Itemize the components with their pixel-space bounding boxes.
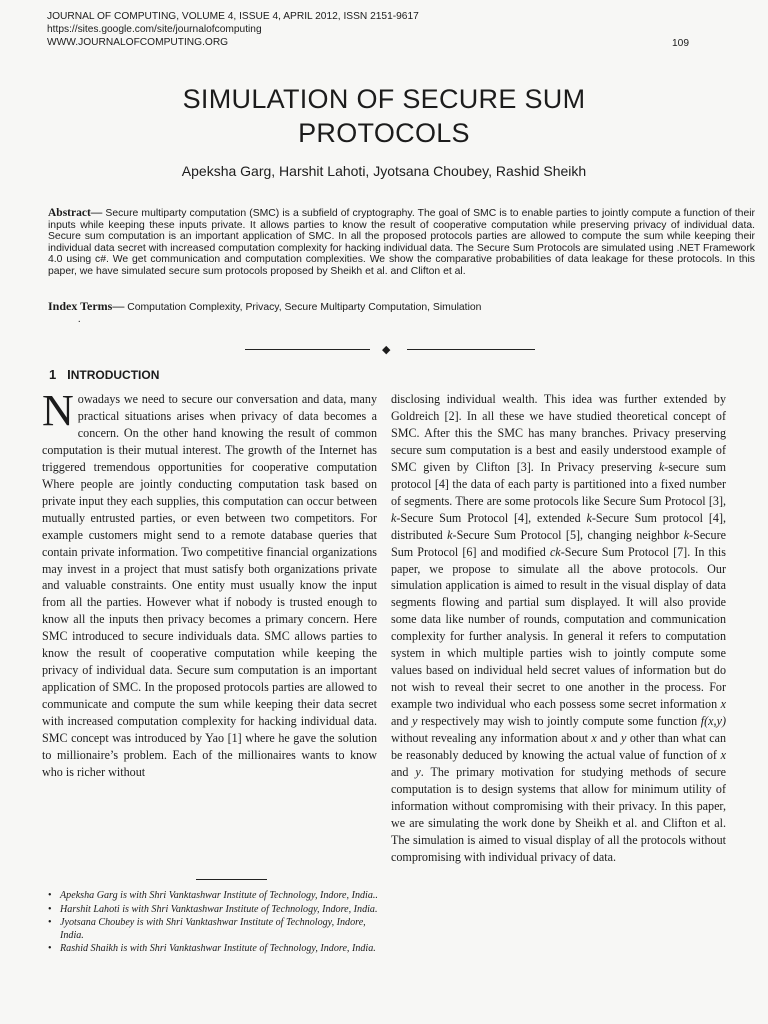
journal-header xyxy=(47,10,707,49)
journal-url[interactable]: https://sites.google.com/site/journalofcomputing xyxy=(47,24,262,35)
abstract xyxy=(48,208,755,278)
right-column xyxy=(391,391,726,866)
index-terms-text: Computation Complexity, Privacy, Secure Multiparty Computation, Simulation xyxy=(124,302,482,313)
italic-run: k xyxy=(391,510,397,525)
text-run: without revealing any information about xyxy=(391,731,592,746)
left-column xyxy=(42,386,377,781)
text-run: disclosing individual wealth. This idea was further extended by Goldreich [2]. In all these we have studied theoretical concept of SMC. After this the SMC has many branches. Privacy preserving secure sum computation is a best and easily understood example of SMC given by Clifton [3]. In Privacy preserving xyxy=(391,392,726,474)
drop-cap: N xyxy=(42,386,74,435)
text-run: . The primary motivation for studying methods of secure computation is to design systems that allow for minimum utility of information without compromising with their privacy. In this paper, we are simulating the work done by Sheikh et al. and Clifton et al. The simulation is aimed to visual display of all the protocols without compromising with individual privacy of data. xyxy=(391,764,726,864)
abstract-label: Abstract— xyxy=(48,207,103,219)
text-run: -Secure Sum Protocol [7]. In this paper, we propose to simulate all the above protocols. Our simulation application is aimed to result in the visual display of data segments flowing and partial sum displayed. It will also provide some data like number of rounds, computation and communication complexity for further analysis. In general it refers to computation system in which multiple parties wish to jointly compute some values based on individual held secret values of information but do not wish to reveal their secret to one another in the process. For example two individual who each possess some secret information xyxy=(391,544,726,712)
text-run: -Secure Sum Protocol [6] and modified xyxy=(391,527,726,559)
italic-run: ck xyxy=(549,544,561,559)
title-line-1: SIMULATION OF SECURE SUM xyxy=(182,84,586,114)
text-run: and xyxy=(596,731,622,746)
italic-run: f(x,y) xyxy=(700,714,726,729)
italic-run: k xyxy=(658,459,665,474)
paper-title xyxy=(0,82,768,150)
section-title-rest: NTRODUCTION xyxy=(70,368,160,382)
footnote-item: • Rashid Shaikh is with Shri Vanktashwar Institute of Technology, Indore, India. xyxy=(48,943,378,956)
italic-run: k xyxy=(683,527,690,542)
index-terms xyxy=(48,299,755,314)
italic-run: x xyxy=(720,748,726,763)
italic-run: k xyxy=(586,510,592,525)
diamond-icon: ◆ xyxy=(382,344,391,356)
abstract-text: Secure multiparty computation (SMC) is a subfield of cryptography. The goal of SMC is to enable parties to jointly compute a function of their inputs while keeping these inputs private. It allows parties to know the result of cooperative computation while preserving privacy of individual data. Secure sum computation is an important application of SMC. In all the proposed protocols parties are allowed to compute the sum while keeping their individual data secret with increased computation complexity for hacking individual data. The Secure Sum Protocols are simulated using .NET Framework 4.0 using c#. We get communication and computation complexities. We show the comparative probabilities of data leakage for these protocols. In this paper, we have simulated secure sum protocols proposed by Sheikh et al. and Clifton et al. xyxy=(48,208,755,277)
text-run: -Secure Sum Protocol [5], changing neighbor xyxy=(452,527,684,542)
text-run: and xyxy=(391,714,413,729)
text-run: and xyxy=(391,764,416,779)
footnote-item: • Jyotsana Choubey is with Shri Vanktashwar Institute of Technology, Indore, India. xyxy=(48,917,378,942)
index-terms-label: Index Terms— xyxy=(48,299,125,313)
text-run: other than what can be reasonably deduced by knowing the actual value of function of xyxy=(391,731,726,763)
journal-info: JOURNAL OF COMPUTING, VOLUME 4, ISSUE 4, APRIL 2012, ISSN 2151-9617 xyxy=(47,11,419,22)
section-title-first-letter: I xyxy=(67,367,71,382)
text-run: respectively may wish to jointly compute some function xyxy=(417,714,701,729)
divider-line-left xyxy=(245,349,370,350)
authors: Apeksha Garg, Harshit Lahoti, Jyotsana Choubey, Rashid Sheikh xyxy=(181,163,587,179)
italic-run: x xyxy=(591,731,597,746)
italic-run: y xyxy=(415,764,421,779)
footnote-item: • Apeksha Garg is with Shri Vanktashwar Institute of Technology, Indore, India.. xyxy=(48,890,378,903)
section-heading xyxy=(49,367,159,382)
italic-run: k xyxy=(447,527,453,542)
text-run: -Secure Sum Protocol [4], extended xyxy=(396,510,587,525)
page-number: 109 xyxy=(672,38,689,49)
section-number: 1 xyxy=(49,367,57,382)
text-run: -Secure Sum protocol [4], distributed xyxy=(391,510,726,542)
title-line-2: PROTOCOLS xyxy=(298,118,470,148)
divider-line-right xyxy=(407,349,535,350)
italic-run: y xyxy=(412,714,418,729)
journal-website[interactable]: WWW.JOURNALOFCOMPUTING.ORG xyxy=(47,37,229,48)
footnote-rule xyxy=(196,879,267,880)
italic-run: x xyxy=(720,697,726,712)
footnotes xyxy=(48,890,378,957)
text-run: -secure sum protocol [4] the data of each party is partitioned into a fixed number of segments. There are some protocols like Secure Sum Protocol [3], xyxy=(391,459,726,508)
footnote-item: • Harshit Lahoti is with Shri Vanktashwar Institute of Technology, Indore, India. xyxy=(48,904,378,917)
italic-run: y xyxy=(621,731,627,746)
left-column-text: owadays we need to secure our conversation and data, many practical situations arises when privacy of data becomes a concern. On the other hand knowing the result of common computation is their mutual interest. The growth of the Internet has triggered tremendous opportunities for cooperative computation Where people are jointly conducting computation task based on private input they each supplies, this computation can occur between mutually entrusted parties, or even between two competitors. For example customers might send to a remote database queries that contain private information. Two competitive financial organizations may invest in a project that must satisfy both organizations private and valuable constraints. One entity must usually know the input from all the parties. However what if nobody is trusted enough to know all the inputs then privacy becomes a primary concern. Here SMC introduced to secure individuals data. SMC allows parties to know the result of cooperative computation while keeping the privacy of individual data. Secure sum computation is an important application of SMC. In the proposed protocols parties are allowed to communicate and compute the sum while keeping their data secret with increased computation complexity for hacking individual data. SMC concept was introduced by Yao [1] where he gave the solution to millionaire’s problem. Each of the millionaires wants to know who is richer without xyxy=(42,392,377,779)
section-divider xyxy=(245,343,535,355)
stray-dot: . xyxy=(78,314,81,325)
